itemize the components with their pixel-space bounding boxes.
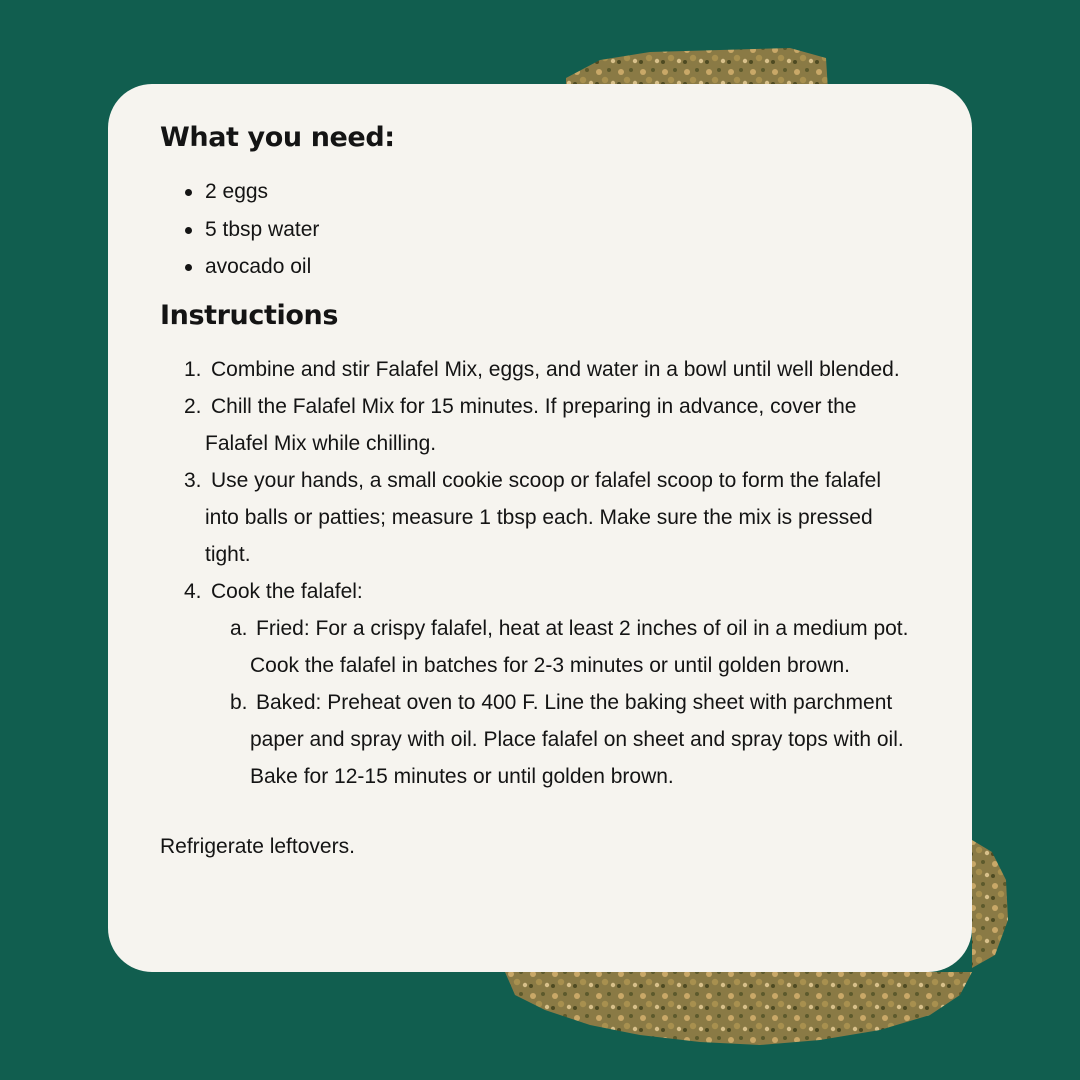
instructions-list: [160, 351, 920, 610]
substep-item: [160, 610, 920, 684]
step-text: Use your hands, a small cookie scoop or falafel scoop to form the falafel into balls or patties; measure 1 tbsp each. Make sure the mix is pressed tight.: [205, 468, 882, 566]
step-number: 4.: [184, 579, 202, 603]
list-item: avocado oil: [205, 248, 920, 286]
list-item: 2 eggs: [205, 173, 920, 211]
substep-text: Baked: Preheat oven to 400 F. Line the baking sheet with parchment paper and spray with oil. Place falafel on sheet and spray tops with oil. Bake for 12-15 minutes or until golden brown.: [250, 690, 904, 788]
step-text: Cook the falafel:: [211, 579, 363, 603]
step-number: 3.: [184, 468, 202, 492]
recipe-card: [108, 84, 972, 972]
substep-letter: b.: [230, 690, 248, 714]
footer-note: Refrigerate leftovers.: [160, 834, 355, 858]
step-item: [160, 351, 920, 388]
cooking-methods-list: [160, 610, 920, 795]
step-item: [160, 388, 920, 462]
step-item: [160, 573, 920, 610]
ingredients-heading: What you need:: [160, 122, 395, 153]
substep-item: [160, 684, 920, 795]
instructions-heading: Instructions: [160, 299, 338, 331]
step-item: [160, 462, 920, 573]
ingredients-list: [160, 173, 920, 286]
step-text: Combine and stir Falafel Mix, eggs, and water in a bowl until well blended.: [211, 357, 900, 381]
step-text: Chill the Falafel Mix for 15 minutes. If preparing in advance, cover the Falafel Mix while chilling.: [205, 394, 857, 455]
substep-letter: a.: [230, 616, 248, 640]
step-number: 1.: [184, 357, 202, 381]
list-item: 5 tbsp water: [205, 211, 920, 249]
step-number: 2.: [184, 394, 202, 418]
substep-text: Fried: For a crispy falafel, heat at least 2 inches of oil in a medium pot. Cook the falafel in batches for 2-3 minutes or until golden brown.: [250, 616, 909, 677]
